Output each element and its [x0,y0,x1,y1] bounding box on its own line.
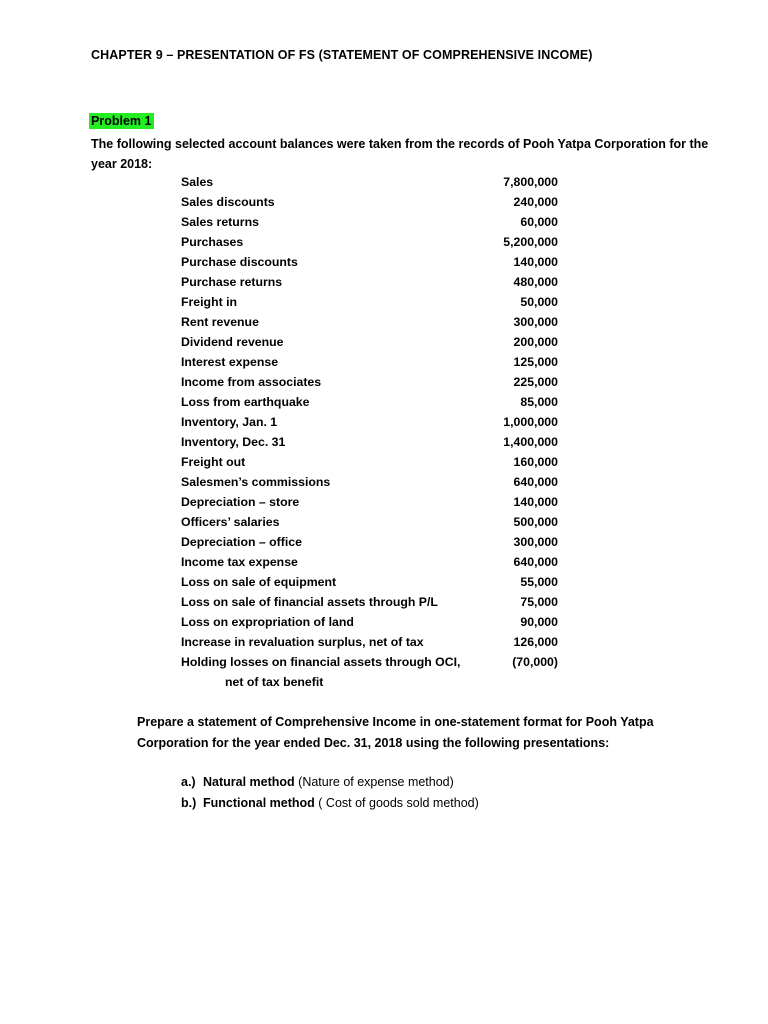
account-amount: 225,000 [513,375,558,389]
account-amount: 140,000 [513,255,558,269]
account-amount: (70,000) [512,655,558,669]
account-name: Income tax expense [181,555,298,569]
account-row [181,352,561,372]
account-name: Purchase returns [181,275,283,289]
account-amount: 50,000 [520,295,558,309]
account-amount: 75,000 [520,595,558,609]
account-amount: 5,200,000 [503,235,558,249]
account-name: Officers’ salaries [181,515,280,529]
account-row [181,272,561,292]
account-name: Loss on sale of financial assets through P/L [181,595,438,609]
account-row [181,172,561,192]
account-row [181,512,561,532]
account-amount: 200,000 [513,335,558,349]
instruction-paragraph: Prepare a statement of Comprehensive Income in one-statement format for Pooh Yatpa Corporation for the year ended Dec. 31, 2018 using the following presentations: [137,715,654,750]
account-amount: 1,000,000 [503,415,558,429]
account-name: Loss from earthquake [181,395,310,409]
account-amount: 500,000 [513,515,558,529]
account-amount: 240,000 [513,195,558,209]
method-item [181,793,479,814]
account-amount: 300,000 [513,315,558,329]
account-row [181,392,561,412]
method-marker: b.) [181,796,197,810]
account-name: Freight in [181,295,238,309]
account-name: Interest expense [181,355,279,369]
account-name: Income from associates [181,375,322,389]
account-name-continuation: net of tax benefit [225,675,324,689]
account-amount: 640,000 [513,555,558,569]
account-name: Depreciation – office [181,535,302,549]
method-name: Functional method [203,796,315,810]
account-balances-list [181,172,561,692]
account-name: Sales returns [181,215,259,229]
account-row [181,292,561,312]
account-row [181,532,561,552]
account-amount: 1,400,000 [503,435,558,449]
account-amount: 300,000 [513,535,558,549]
account-row [181,652,561,672]
account-name: Sales discounts [181,195,275,209]
account-amount: 7,800,000 [503,175,558,189]
account-row [181,572,561,592]
account-name: Purchase discounts [181,255,298,269]
account-amount: 126,000 [513,635,558,649]
account-row [181,492,561,512]
method-item [181,772,479,793]
account-name: Inventory, Jan. 1 [181,415,278,429]
account-row [181,192,561,212]
account-amount: 55,000 [520,575,558,589]
method-name: Natural method [203,775,295,789]
account-row [181,212,561,232]
chapter-heading: CHAPTER 9 – PRESENTATION OF FS (STATEMENT OF COMPREHENSIVE INCOME) [91,48,593,62]
account-row [181,552,561,572]
intro-paragraph: The following selected account balances were taken from the records of Pooh Yatpa Corporation for the year 2018: [91,137,709,171]
account-name: Freight out [181,455,246,469]
account-name: Salesmen’s commissions [181,475,331,489]
method-marker: a.) [181,775,196,789]
account-row [181,252,561,272]
account-row [181,412,561,432]
account-row [181,372,561,392]
account-row [181,472,561,492]
account-amount: 85,000 [520,395,558,409]
account-name: Rent revenue [181,315,259,329]
account-row [181,332,561,352]
account-amount: 160,000 [513,455,558,469]
account-row [181,612,561,632]
account-amount: 90,000 [520,615,558,629]
account-name: Increase in revaluation surplus, net of tax [181,635,424,649]
account-name: Sales [181,175,214,189]
account-row [181,592,561,612]
account-name: Holding losses on financial assets through OCI, [181,655,461,669]
methods-list [181,772,479,814]
account-amount: 125,000 [513,355,558,369]
account-name: Depreciation – store [181,495,300,509]
account-row [181,312,561,332]
account-amount: 140,000 [513,495,558,509]
account-row [181,232,561,252]
account-name: Loss on expropriation of land [181,615,354,629]
account-row [181,452,561,472]
account-amount: 480,000 [513,275,558,289]
problem-label: Problem 1 [89,113,154,129]
account-name: Dividend revenue [181,335,284,349]
account-name: Purchases [181,235,244,249]
account-row [181,432,561,452]
account-row-continuation [181,672,561,692]
account-amount: 640,000 [513,475,558,489]
method-description: (Nature of expense method) [294,775,454,789]
account-name: Inventory, Dec. 31 [181,435,286,449]
account-row [181,632,561,652]
method-description: ( Cost of goods sold method) [314,796,479,810]
account-name: Loss on sale of equipment [181,575,337,589]
account-amount: 60,000 [520,215,558,229]
